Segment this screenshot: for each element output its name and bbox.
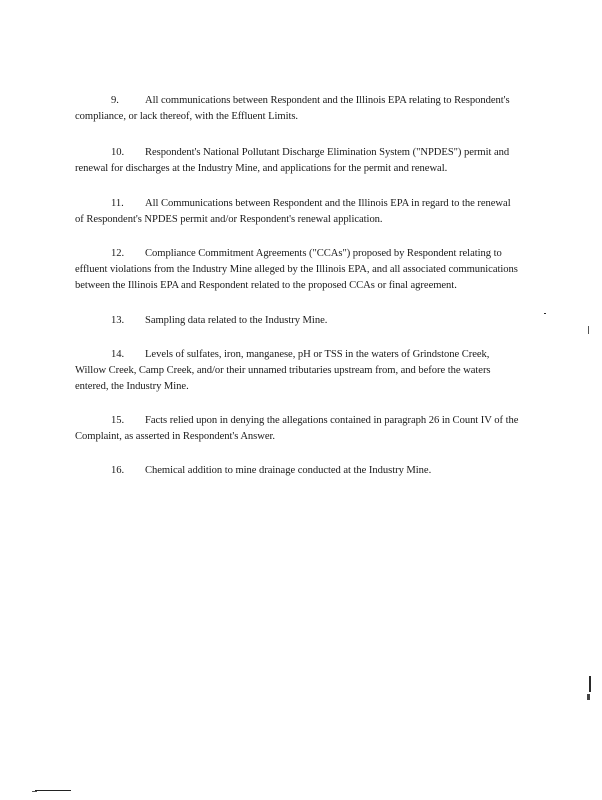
list-item <box>75 347 520 395</box>
item-number: 9. <box>111 95 119 106</box>
item-number: 12. <box>111 248 125 259</box>
list-item <box>75 145 520 177</box>
item-number: 10. <box>111 147 125 158</box>
footer-rule <box>35 790 71 791</box>
footer-rule <box>32 791 37 792</box>
request-list <box>75 93 520 500</box>
item-text: Respondent's National Pollutant Discharge Elimination System ("NPDES") permit and renewal for discharges at the Industry Mine, and applications for the permit and renewal. <box>75 147 510 174</box>
list-item <box>75 463 520 479</box>
item-number: 16. <box>111 465 125 476</box>
item-number: 14. <box>111 349 125 360</box>
item-number: 15. <box>111 415 125 426</box>
item-text: Compliance Commitment Agreements ("CCAs") proposed by Respondent relating to effluent violations from the Industry Mine alleged by the Illinois EPA, and all associated communications between the Illinois EPA and Respondent related to the proposed CCAs or final agreement. <box>75 248 518 291</box>
item-number: 11. <box>111 198 124 209</box>
item-text: All Communications between Respondent and the Illinois EPA in regard to the renewal of Respondent's NPDES permit and/or Respondent's renewal application. <box>75 198 511 225</box>
item-text: Facts relied upon in denying the allegations contained in paragraph 26 in Count IV of the Complaint, as asserted in Respondent's Answer. <box>75 415 519 442</box>
item-text: Chemical addition to mine drainage conducted at the Industry Mine. <box>145 465 432 476</box>
scan-edge-mark <box>589 676 591 692</box>
scan-edge-mark <box>587 694 590 700</box>
list-item <box>75 196 520 228</box>
item-text: Sampling data related to the Industry Mine. <box>145 315 328 326</box>
item-number: 13. <box>111 315 125 326</box>
scan-speck <box>544 313 546 314</box>
list-item <box>75 246 520 294</box>
list-item <box>75 313 520 329</box>
item-text: All communications between Respondent and the Illinois EPA relating to Respondent's compliance, or lack thereof, with the Effluent Limits. <box>75 95 510 122</box>
item-text: Levels of sulfates, iron, manganese, pH or TSS in the waters of Grindstone Creek, Willow Creek, Camp Creek, and/or their unnamed tributaries upstream from, and before the waters entered, the Industry Mine. <box>75 349 491 392</box>
scan-speck <box>588 326 589 334</box>
list-item <box>75 93 520 125</box>
list-item <box>75 413 520 445</box>
